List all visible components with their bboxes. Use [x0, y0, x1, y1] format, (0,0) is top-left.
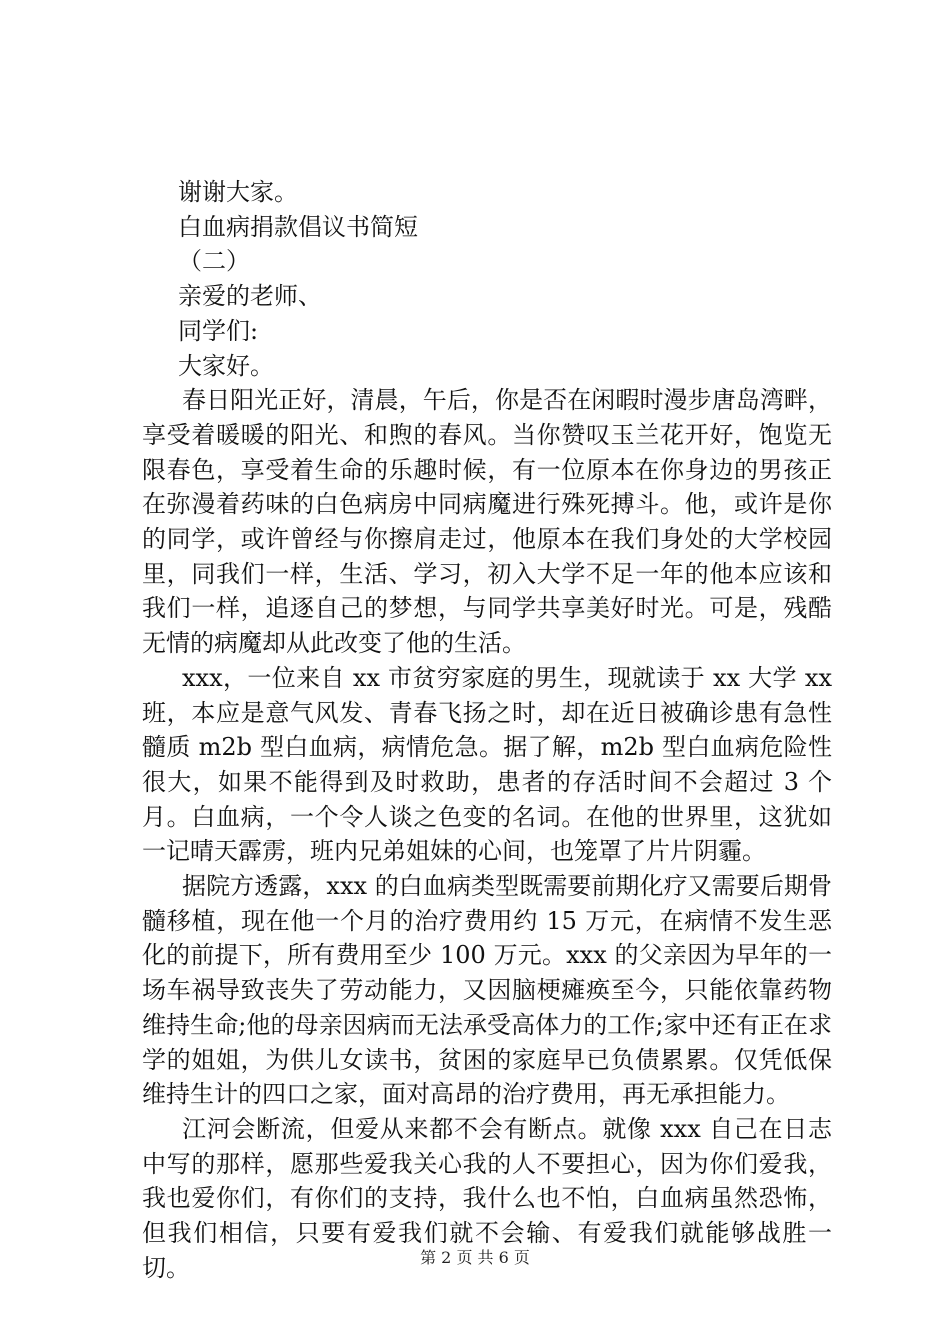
document-body: [142, 175, 832, 1286]
section-number: （二）: [178, 247, 250, 276]
paragraph-spring: 春日阳光正好，清晨，午后，你是否在闲暇时漫步唐岛湾畔，享受着暖暖的阳光、和煦的春风。当你赞叹玉兰花开好，饱览无限春色，享受着生命的乐趣时候，有一位原本在你身边的男孩正在弥漫着药味的白色病房中同病魔进行殊死搏斗。他，或许是你的同学，或许曾经与你擦肩走过，他原本在我们身处的大学校园里，同我们一样，生活、学习，初入大学不足一年的他本应该和我们一样，追逐自己的梦想，与同学共享美好时光。可是，残酷无情的病魔却从此改变了他的生活。: [142, 386, 832, 658]
page-footer: [0, 1245, 950, 1268]
paragraph-costs: 据院方透露，xxx 的白血病类型既需要前期化疗又需要后期骨髓移植，现在他一个月的治疗费用约 15 万元，在病情不发生恶化的前提下，所有费用至少 100 万元。xxx 的父亲因为早年的一场车祸导致丧失了劳动能力，又因脑梗瘫痪至今，只能依靠药物维持生命;他的母亲因病而无法承受高体力的工作;家中还有正在求学的姐姐，为供儿女读书，贫困的家庭早已负债累累。仅凭低保维持生计的四口之家，面对高昂的治疗费用，再无承担能力。: [142, 872, 832, 1109]
paragraph-diagnosis: xxx，一位来自 xx 市贫穷家庭的男生，现就读于 xx 大学 xx 班，本应是意气风发、青春飞扬之时，却在近日被确诊患有急性髓质 m2b 型白血病，病情危急。据了解，m2b 型白血病危险性很大，如果不能得到及时救助，患者的存活时间不会超过 3 个月。白血病，一个令人谈之色变的名词。在他的世界里，这犹如一记晴天霹雳，班内兄弟姐妹的心间，也笼罩了片片阴霾。: [142, 663, 832, 866]
section-title: 白血病捐款倡议书简短: [178, 212, 418, 241]
paragraph-love: 江河会断流，但爱从来都不会有断点。就像 xxx 自己在日志中写的那样，愿那些爱我关心我的人不要担心，因为你们爱我，我也爱你们，有你们的支持，我什么也不怕，白血病虽然恐怖，但我们相信，只要有爱我们就不会输、有爱我们就能够战胜一切。: [142, 1114, 832, 1282]
closing-line: 谢谢大家。: [178, 178, 298, 206]
salutation-students: 同学们:: [178, 316, 259, 345]
greeting-line: 大家好。: [178, 351, 274, 380]
page-number-label: 第 2 页 共 6 页: [420, 1248, 530, 1267]
salutation-teachers: 亲爱的老师、: [178, 282, 322, 311]
